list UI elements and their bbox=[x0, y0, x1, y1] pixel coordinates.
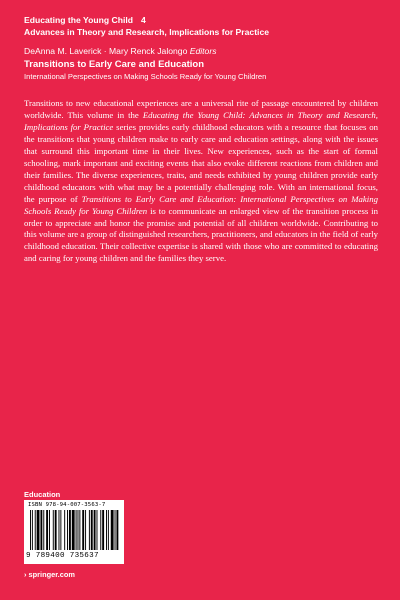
book-subtitle: International Perspectives on Making Schools Ready for Young Children bbox=[24, 72, 267, 81]
editor-names: DeAnna M. Laverick · Mary Renck Jalongo bbox=[24, 46, 188, 56]
barcode-box bbox=[24, 500, 124, 564]
description-part-2: series provides early childhood educators with a resource that focuses on the transitions that young children make to early care and education settings, along with the issues that surround this important time in their lives. New experiences, such as the start of formal schooling, mark important and exciting events that also evoke different reactions from children and their families. The diverse experiences, traits, and needs exhibited by young children provide early childhood educators with what may be a potentially challenging role. With an international focus, the purpose of bbox=[24, 121, 378, 204]
barcode-graphic bbox=[28, 510, 120, 552]
description-part-3: is to communicate an enlarged view of the transition process in order to appreciate and honor the promise and potential of all children worldwide. Contributing to this volume are a group of distinguished researchers, practitioners, and educators in the field of early childhood education. Their collective expertise is shared with those who are committed to educating and caring for young children and the families they serve. bbox=[24, 205, 378, 264]
description-paragraph bbox=[24, 98, 378, 265]
description-part-1: Transitions to new educational experiences are a universal rite of passage encountered by children worldwide. This volume in the bbox=[24, 98, 378, 120]
ean-number: 9 789400 735637 bbox=[26, 552, 99, 560]
series-reference: Educating the Young Child: Advances in Theory and Research, Implications for Practice bbox=[24, 109, 378, 132]
series-line bbox=[24, 14, 384, 26]
publisher-url: › springer.com bbox=[24, 570, 75, 579]
isbn-text: ISBN 978-94-007-3563-7 bbox=[28, 502, 106, 508]
series-name: Educating the Young Child bbox=[24, 15, 134, 25]
editors-line bbox=[24, 46, 384, 57]
series-number: 4 bbox=[141, 15, 146, 25]
series-subtitle: Advances in Theory and Research, Implications for Practice bbox=[24, 27, 270, 37]
category-label: Education bbox=[24, 490, 61, 499]
header bbox=[24, 14, 384, 82]
editors-label: Editors bbox=[189, 46, 217, 56]
book-title: Transitions to Early Care and Education bbox=[24, 59, 205, 70]
book-reference: Transitions to Early Care and Education: International Perspectives on Making Schools Ready for Young Children bbox=[24, 193, 378, 216]
